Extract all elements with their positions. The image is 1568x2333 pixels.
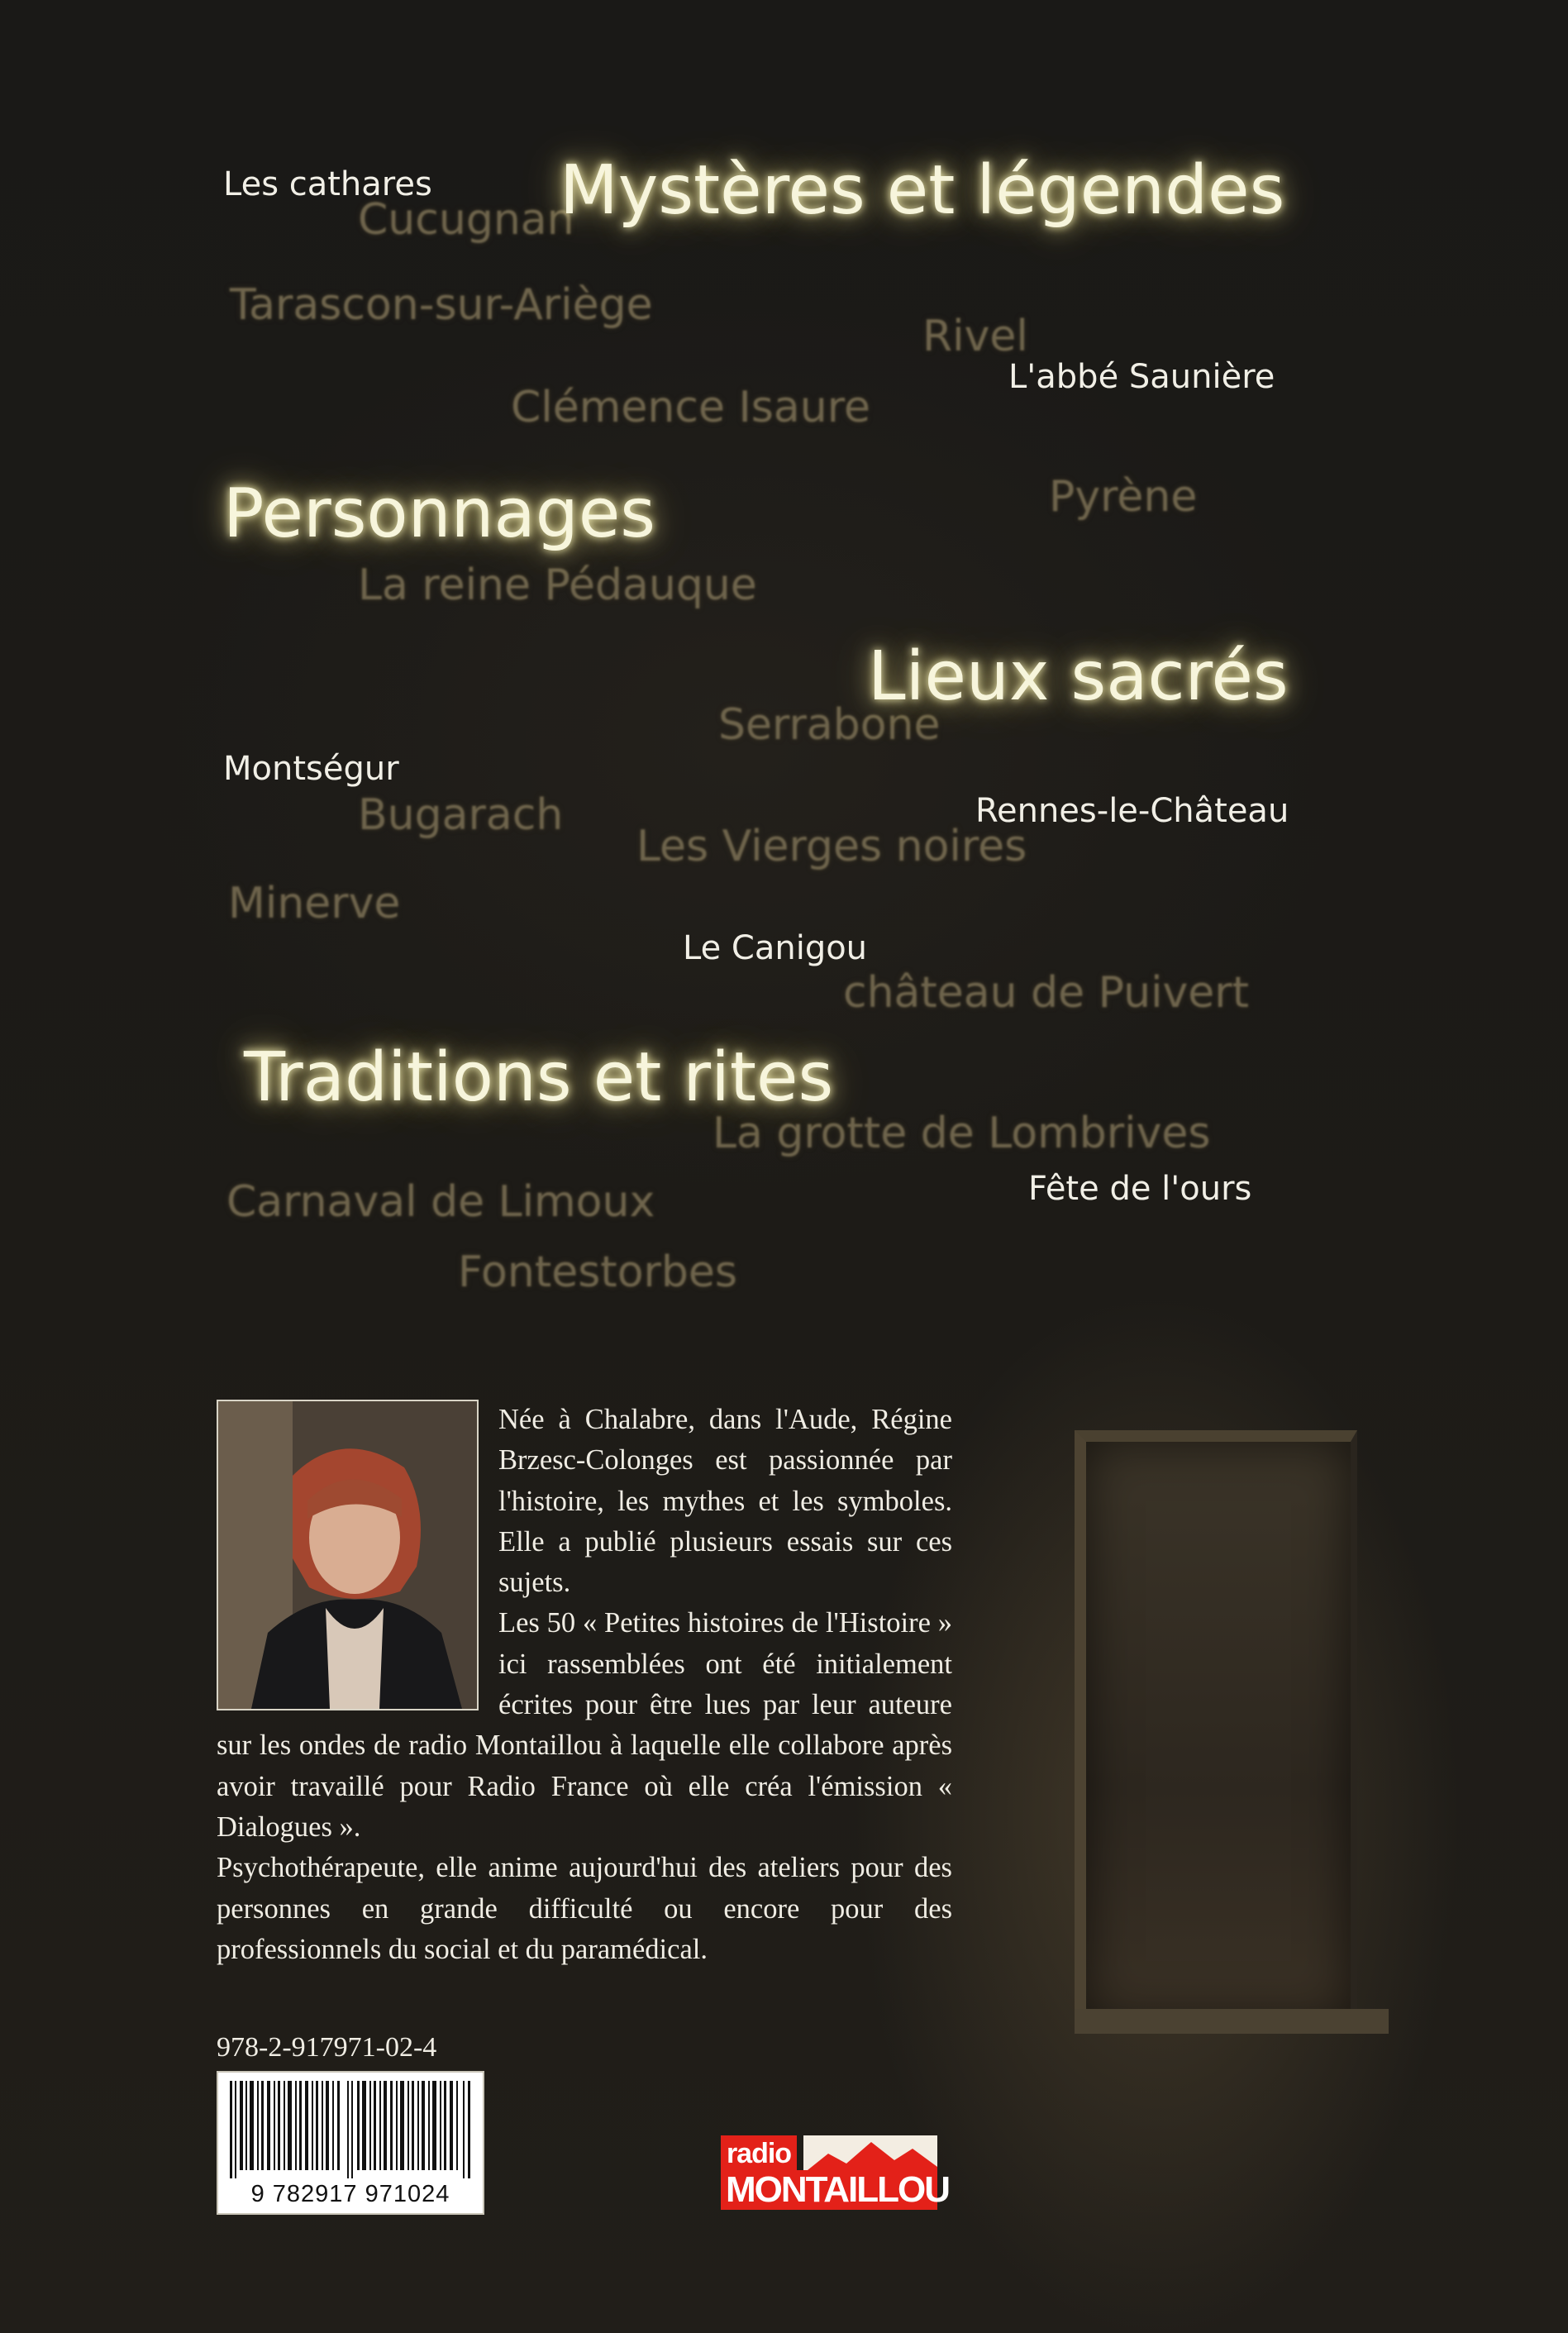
term-ours: Fête de l'ours: [1028, 1170, 1252, 1208]
isbn-number: 978-2-917971-02-4: [217, 2032, 437, 2063]
faint-term-serrabone: Serrabone: [718, 700, 941, 750]
faint-term-pedauque: La reine Pédauque: [358, 561, 757, 610]
bio-paragraph-3: Psychothérapeute, elle anime aujourd'hui des ateliers pour des personnes en grande difficulté ou encore pour des professionnels du social et du paramédical.: [217, 1852, 952, 1965]
bio-paragraph-2: Les 50 « Petites histoires de l'Histoire » ici rassemblées ont été initialement écrites pour être lues par leur auteure sur les ondes de radio Montaillou à laquelle elle collabore après avoir travaillé pour Radio France où elle créa l'émission « Dialogues ».: [217, 1607, 952, 1843]
logo-mountain-graphic: [803, 2135, 937, 2173]
faint-term-clemence: Clémence Isaure: [511, 383, 870, 432]
bio-paragraph-1: Née à Chalabre, dans l'Aude, Régine Brzesc-Colonges est passionnée par l'histoire, les mythes et les symboles. Elle a publié plusieurs essais sur ces sujets.: [498, 1404, 952, 1599]
term-rennes: Rennes-le-Château: [975, 792, 1289, 830]
headline-mysteres: Mystères et légendes: [560, 151, 1285, 230]
radio-montaillou-logo: [721, 2135, 950, 2210]
faint-term-minerve: Minerve: [228, 879, 401, 928]
term-sauniere: L'abbé Saunière: [1008, 358, 1275, 396]
faint-term-lombrives: La grotte de Lombrives: [713, 1109, 1211, 1158]
faint-term-fontestorbes: Fontestorbes: [458, 1248, 737, 1297]
faint-term-rivel: Rivel: [922, 312, 1028, 361]
barcode-bars: [226, 2081, 474, 2178]
faint-term-limoux: Carnaval de Limoux: [226, 1177, 655, 1227]
logo-montaillou-text: MONTAILLOU: [721, 2170, 937, 2210]
logo-radio-text: radio: [721, 2135, 797, 2172]
faint-term-cucugnan: Cucugnan: [358, 195, 574, 245]
term-montsegur: Montségur: [223, 750, 399, 788]
doorway-photo: [1075, 1430, 1357, 2021]
headline-traditions: Traditions et rites: [244, 1038, 834, 1117]
faint-term-bugarach: Bugarach: [358, 790, 564, 840]
headline-lieux: Lieux sacrés: [868, 637, 1289, 716]
barcode-digits: 9 782917 971024: [250, 2181, 450, 2207]
doorway-step: [1075, 2009, 1389, 2034]
author-biography: [217, 1400, 952, 1970]
headline-personnages: Personnages: [223, 475, 655, 553]
faint-term-tarascon: Tarascon-sur-Ariège: [230, 280, 653, 330]
mountain-icon: [803, 2135, 937, 2173]
barcode: [217, 2071, 484, 2215]
faint-term-puivert: château de Puivert: [843, 968, 1250, 1018]
term-canigou: Le Canigou: [683, 929, 868, 967]
term-cathares: Les cathares: [223, 165, 432, 203]
faint-term-vierges: Les Vierges noires: [636, 822, 1027, 871]
faint-term-pyrene: Pyrène: [1049, 472, 1198, 522]
